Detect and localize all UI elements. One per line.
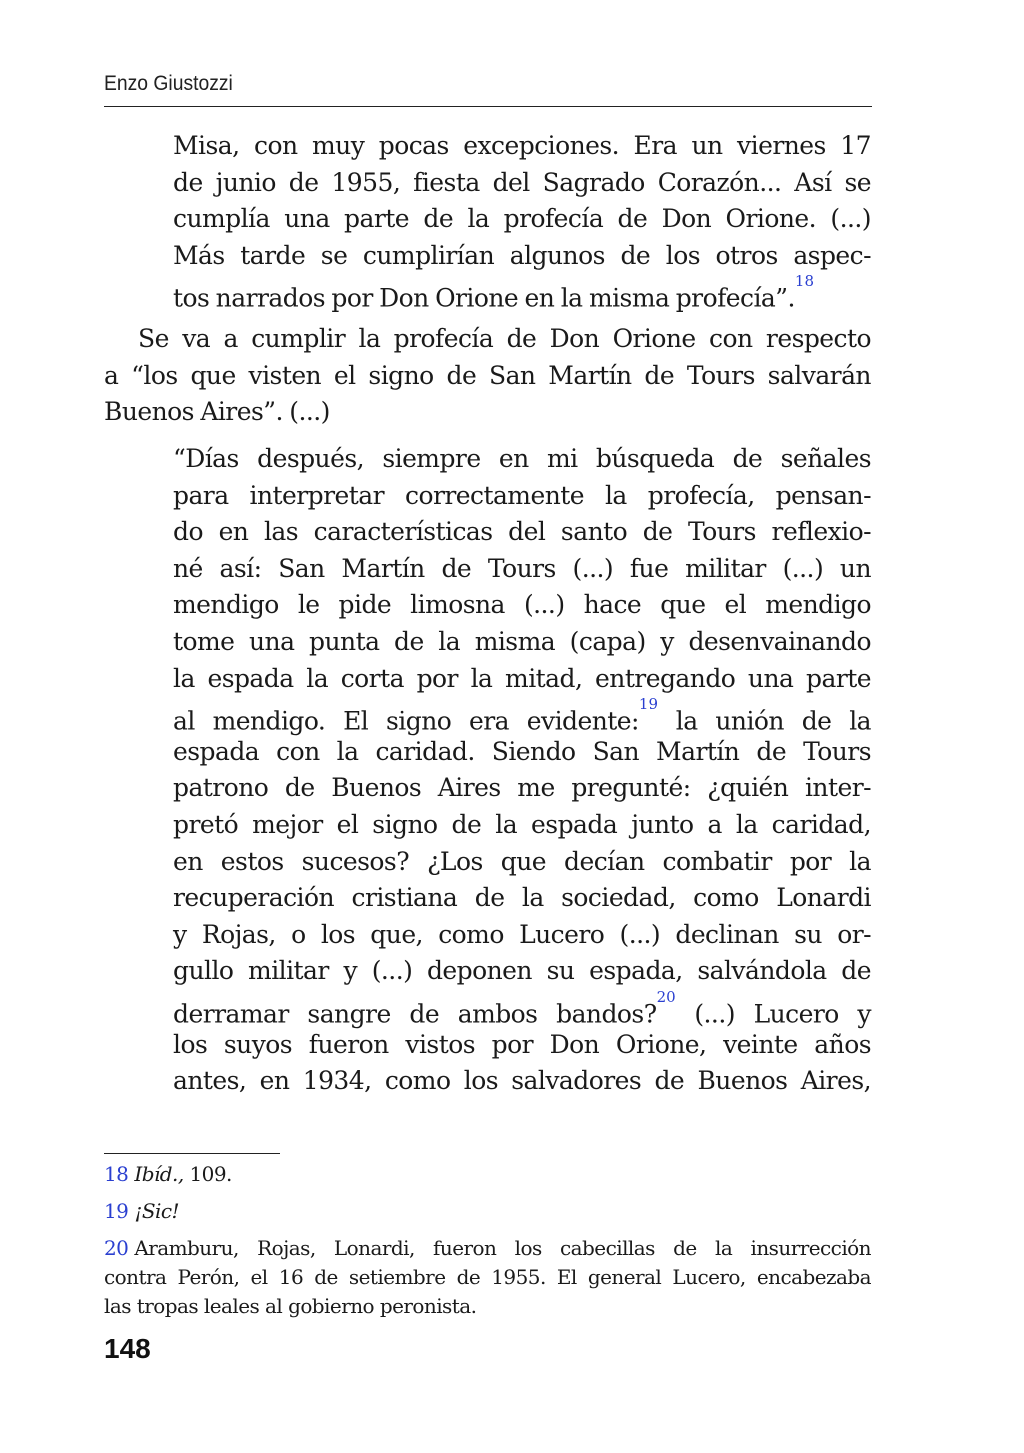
quote-line: espada con la caridad. Siendo San Martín de Tours xyxy=(173,736,871,766)
footnote-ref-18[interactable]: 18 xyxy=(794,272,815,291)
quote-line: para interpretar correctamente la profecía, pensan- xyxy=(173,480,871,510)
footnote-20 xyxy=(104,1234,871,1321)
quote-line: do en las características del santo de Tours reflexio- xyxy=(173,517,871,547)
footnote-18 xyxy=(104,1160,871,1189)
quote-line: né así: San Martín de Tours (...) fue militar (...) un xyxy=(173,553,871,583)
quote-line: mendigo le pide limosna (...) hace que el mendigo xyxy=(173,590,871,620)
quote-line-with-ref xyxy=(173,274,871,311)
block-quote-top xyxy=(173,128,871,311)
footnote-number: 18 xyxy=(104,1162,129,1186)
quote-line: la espada la corta por la mitad, entregando una parte xyxy=(173,663,871,693)
quote-line-text: (...) Lucero y xyxy=(675,999,872,1029)
footnote-line xyxy=(104,1234,871,1263)
footnote-number: 20 xyxy=(104,1236,129,1260)
paragraph-line: a “los que visten el signo de San Martín de Tours salvarán xyxy=(104,360,871,390)
footnote-line: las tropas leales al gobierno peronista. xyxy=(104,1294,477,1318)
footnote-number: 19 xyxy=(104,1199,129,1223)
footnote-italic: Ibíd., xyxy=(134,1162,184,1186)
running-head-author: Enzo Giustozzi xyxy=(104,72,233,95)
quote-line: tome una punta de la misma (capa) y desenvainando xyxy=(173,626,871,656)
quote-line-text: al mendigo. El signo era evidente: xyxy=(173,706,639,736)
page-number: 148 xyxy=(104,1333,151,1364)
quote-line: Más tarde se cumplirían algunos de los otros aspec- xyxy=(173,240,871,270)
quote-line: Misa, con muy pocas excepciones. Era un viernes 17 xyxy=(173,131,871,160)
quote-line-text: tos narrados por Don Orione en la misma profecía”. xyxy=(173,283,795,313)
footnote-ref-20[interactable]: 20 xyxy=(656,987,676,1006)
quote-line: de junio de 1955, fiesta del Sagrado Corazón... Así se xyxy=(173,167,871,197)
quote-line: recuperación cristiana de la sociedad, como Lonardi xyxy=(173,883,871,913)
footnote-19 xyxy=(104,1197,871,1226)
quote-line: patrono de Buenos Aires me pregunté: ¿quién inter- xyxy=(173,773,871,803)
quote-line: cumplía una parte de la profecía de Don Orione. (...) xyxy=(173,204,871,234)
footnote-text: 109. xyxy=(183,1162,232,1186)
quote-line-with-ref xyxy=(173,697,871,734)
quote-line: gullo militar y (...) deponen su espada, salvándola de xyxy=(173,956,871,986)
paragraph-line: Se va a cumplir la profecía de Don Orione con respecto xyxy=(138,324,871,353)
footnote-rule xyxy=(104,1153,280,1154)
quote-line: pretó mejor el signo de la espada junto a la caridad, xyxy=(173,809,871,839)
quote-line: los suyos fueron vistos por Don Orione, veinte años xyxy=(173,1029,871,1059)
footnote-line: contra Perón, el 16 de setiembre de 1955. El general Lucero, encabezaba xyxy=(104,1265,871,1289)
body-paragraph xyxy=(104,321,871,431)
block-quote-main xyxy=(173,441,871,1100)
footnote-text: Aramburu, Rojas, Lonardi, fueron los cabecillas de la insurrección xyxy=(134,1236,871,1260)
quote-line: y Rojas, o los que, como Lucero (...) declinan su or- xyxy=(173,919,871,949)
quote-line-with-ref xyxy=(173,987,872,1029)
paragraph-line: Buenos Aires”. (...) xyxy=(104,397,330,427)
quote-line: en estos sucesos? ¿Los que decían combatir por la xyxy=(173,846,871,876)
quote-line-text: derramar sangre de ambos bandos? xyxy=(173,999,657,1029)
quote-line: “Días después, siempre en mi búsqueda de señales xyxy=(173,444,871,473)
header-rule xyxy=(104,106,872,107)
footnote-italic: ¡Sic! xyxy=(134,1199,179,1223)
footnote-ref-19[interactable]: 19 xyxy=(638,695,659,714)
quote-line: antes, en 1934, como los salvadores de Buenos Aires, xyxy=(173,1066,871,1096)
quote-line-text: la unión de la xyxy=(658,706,871,736)
